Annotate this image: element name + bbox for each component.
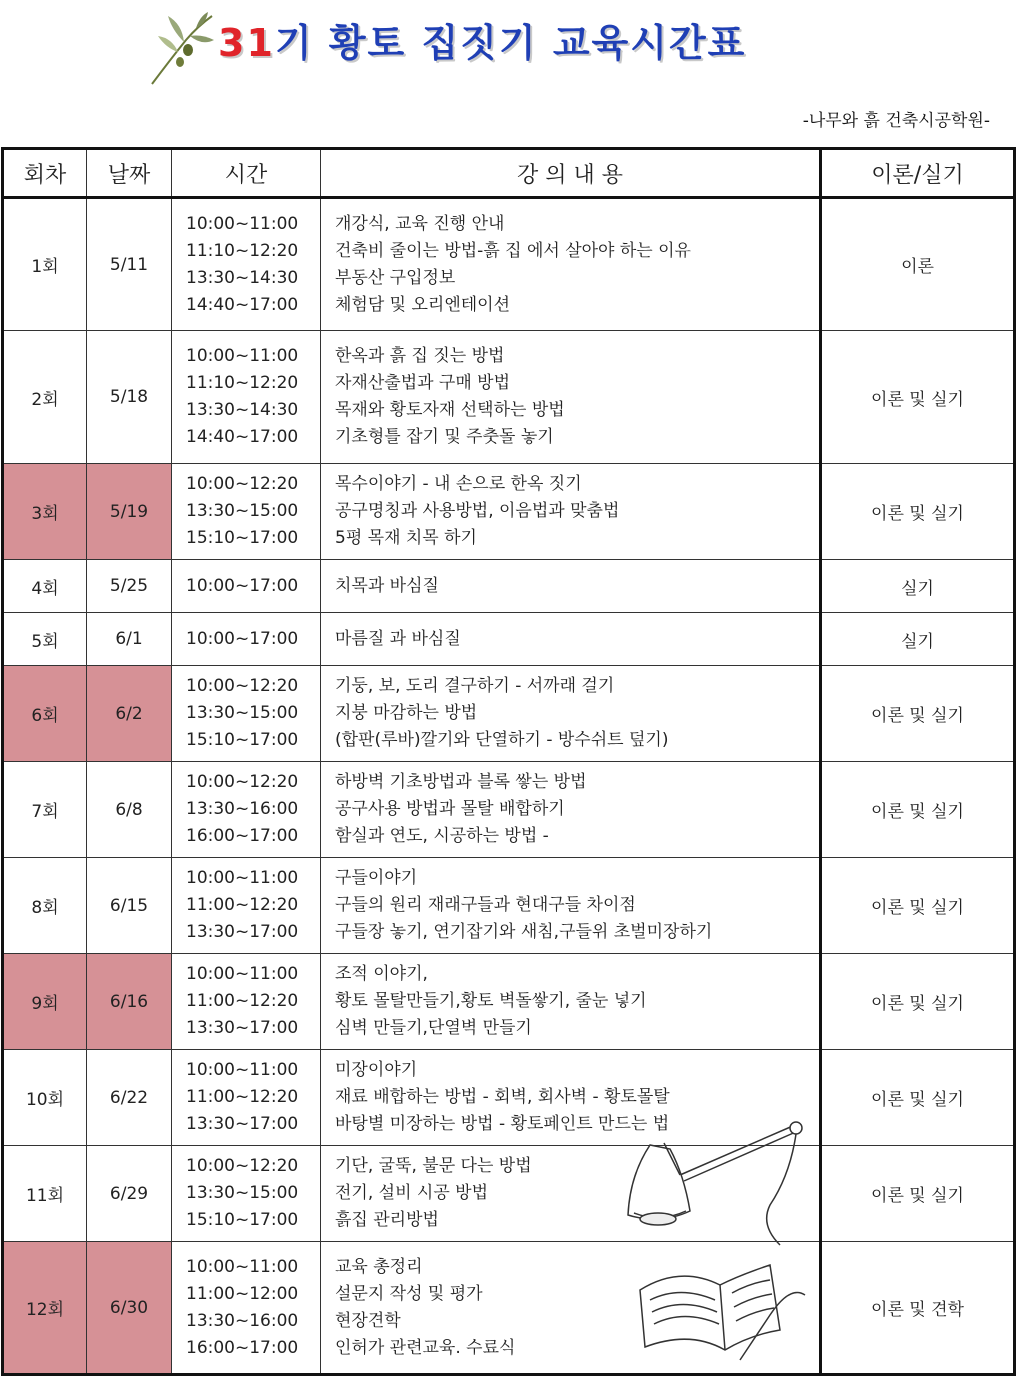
time-slot: 10:00~11:00	[186, 346, 299, 366]
time-slot: 11:00~12:20	[186, 1087, 299, 1107]
time-slot: 10:00~11:00	[186, 868, 299, 888]
date-cell: 5/11	[87, 198, 172, 331]
round-cell: 4회	[3, 560, 87, 613]
type-cell: 실기	[821, 560, 1015, 613]
lecture-item: 재료 배합하는 방법 - 회벽, 회사벽 - 황토몰탈	[335, 1087, 670, 1107]
lecture-item: 전기, 설비 시공 방법	[335, 1183, 488, 1203]
time-slot: 13:30~17:00	[186, 1018, 299, 1038]
time-cell	[172, 858, 321, 954]
round-cell: 2회	[3, 331, 87, 464]
round-cell: 6회	[3, 666, 87, 762]
type-cell: 이론 및 실기	[821, 1146, 1015, 1242]
lecture-item: 체험담 및 오리엔테이션	[335, 294, 511, 315]
table-row	[3, 1050, 1015, 1146]
lecture-item: 자재산출법과 구매 방법	[335, 373, 511, 393]
content-cell	[321, 198, 821, 331]
lecture-item: 심벽 만들기,단열벽 만들기	[335, 1018, 532, 1038]
schedule-table	[1, 147, 1016, 1376]
time-slot: 10:00~12:20	[186, 1156, 299, 1176]
table-row	[3, 858, 1015, 954]
table-row	[3, 198, 1015, 331]
lecture-item: 교육 총정리	[335, 1256, 423, 1277]
lecture-item: 목수이야기 - 내 손으로 한옥 짓기	[335, 474, 582, 494]
title-number: 31	[218, 21, 275, 65]
table-row	[3, 666, 1015, 762]
round-cell: 12회	[3, 1242, 87, 1375]
header-content: 강 의 내 용	[321, 149, 821, 198]
table-row	[3, 331, 1015, 464]
time-slot: 11:00~12:20	[186, 991, 299, 1011]
lecture-item: 건축비 줄이는 방법-흙 집 에서 살아야 하는 이유	[335, 240, 691, 261]
time-slot: 13:30~17:00	[186, 1114, 299, 1134]
table-row	[3, 954, 1015, 1050]
type-cell: 실기	[821, 613, 1015, 666]
date-cell: 6/2	[87, 666, 172, 762]
content-cell	[321, 1242, 821, 1375]
lecture-item: 치목과 바심질	[335, 575, 439, 596]
header-round: 회차	[3, 149, 87, 198]
lecture-item: 마름질 과 바심질	[335, 628, 461, 649]
type-cell: 이론	[821, 198, 1015, 331]
content-cell	[321, 464, 821, 560]
lecture-item: 설문지 작성 및 평가	[335, 1283, 483, 1304]
lecture-item: 황토 몰탈만들기,황토 벽돌쌓기, 줄눈 넣기	[335, 991, 647, 1011]
time-cell	[172, 666, 321, 762]
lecture-item: 구들이야기	[335, 868, 418, 888]
type-cell: 이론 및 견학	[821, 1242, 1015, 1375]
type-cell: 이론 및 실기	[821, 464, 1015, 560]
content-cell	[321, 858, 821, 954]
time-slot: 15:10~17:00	[186, 528, 299, 548]
lecture-item: 5평 목재 치목 하기	[335, 528, 477, 548]
table-row	[3, 1242, 1015, 1375]
table-row	[3, 560, 1015, 613]
header-time: 시간	[172, 149, 321, 198]
round-cell: 9회	[3, 954, 87, 1050]
time-cell	[172, 198, 321, 331]
time-slot: 13:30~17:00	[186, 922, 299, 942]
time-slot: 11:10~12:20	[186, 373, 299, 393]
time-cell	[172, 1242, 321, 1375]
header-date: 날짜	[87, 149, 172, 198]
header-row	[3, 149, 1015, 198]
date-cell: 5/19	[87, 464, 172, 560]
lecture-item: 개강식, 교육 진행 안내	[335, 213, 505, 234]
type-cell: 이론 및 실기	[821, 954, 1015, 1050]
date-cell: 5/25	[87, 560, 172, 613]
lecture-item: 기둥, 보, 도리 결구하기 - 서까래 걸기	[335, 676, 615, 696]
lecture-item: 하방벽 기초방법과 블록 쌓는 방법	[335, 772, 587, 792]
lecture-item: 조적 이야기,	[335, 964, 428, 984]
time-slot: 11:00~12:00	[186, 1283, 299, 1304]
lecture-item: 미장이야기	[335, 1060, 418, 1080]
title-text: 기 황토 집짓기 교육시간표	[274, 21, 747, 65]
table-row	[3, 613, 1015, 666]
lecture-item: 함실과 연도, 시공하는 방법 -	[335, 826, 549, 846]
time-slot: 10:00~17:00	[186, 575, 299, 596]
time-slot: 10:00~11:00	[186, 964, 299, 984]
time-slot: 10:00~11:00	[186, 1060, 299, 1080]
content-cell	[321, 613, 821, 666]
table-row	[3, 762, 1015, 858]
content-cell	[321, 1146, 821, 1242]
lecture-item: 공구사용 방법과 몰탈 배합하기	[335, 799, 565, 819]
time-slot: 10:00~17:00	[186, 628, 299, 649]
page-title	[218, 12, 746, 67]
time-slot: 11:00~12:20	[186, 895, 299, 915]
time-slot: 13:30~15:00	[186, 703, 299, 723]
lecture-item: 지붕 마감하는 방법	[335, 703, 478, 723]
time-slot: 13:30~15:00	[186, 501, 299, 521]
round-cell: 5회	[3, 613, 87, 666]
time-slot: 16:00~17:00	[186, 826, 299, 846]
time-slot: 13:30~15:00	[186, 1183, 299, 1203]
lecture-item: 공구명칭과 사용방법, 이음법과 맞춤법	[335, 501, 620, 521]
content-cell	[321, 1050, 821, 1146]
time-slot: 13:30~14:30	[186, 267, 299, 288]
time-slot: 10:00~11:00	[186, 1256, 299, 1277]
type-cell: 이론 및 실기	[821, 666, 1015, 762]
date-cell: 6/8	[87, 762, 172, 858]
table-row	[3, 464, 1015, 560]
type-cell: 이론 및 실기	[821, 1050, 1015, 1146]
type-cell: 이론 및 실기	[821, 331, 1015, 464]
time-cell	[172, 560, 321, 613]
content-cell	[321, 954, 821, 1050]
time-cell	[172, 464, 321, 560]
time-slot: 13:30~16:00	[186, 1310, 299, 1331]
round-cell: 1회	[3, 198, 87, 331]
lecture-item: 바탕별 미장하는 방법 - 황토페인트 만드는 법	[335, 1114, 670, 1134]
time-slot: 11:10~12:20	[186, 240, 299, 261]
time-slot: 14:40~17:00	[186, 427, 299, 447]
time-cell	[172, 1146, 321, 1242]
lecture-item: (합판(루바)깔기와 단열하기 - 방수쉬트 덮기)	[335, 730, 669, 750]
round-cell: 11회	[3, 1146, 87, 1242]
table-row	[3, 1146, 1015, 1242]
time-slot: 15:10~17:00	[186, 730, 299, 750]
date-cell: 6/22	[87, 1050, 172, 1146]
time-slot: 15:10~17:00	[186, 1210, 299, 1230]
time-cell	[172, 1050, 321, 1146]
time-cell	[172, 762, 321, 858]
time-cell	[172, 613, 321, 666]
date-cell: 6/29	[87, 1146, 172, 1242]
content-cell	[321, 331, 821, 464]
time-slot: 13:30~16:00	[186, 799, 299, 819]
round-cell: 8회	[3, 858, 87, 954]
time-slot: 16:00~17:00	[186, 1337, 299, 1358]
time-slot: 10:00~12:20	[186, 676, 299, 696]
date-cell: 6/16	[87, 954, 172, 1050]
lecture-item: 인허가 관련교육. 수료식	[335, 1337, 516, 1358]
time-slot: 10:00~12:20	[186, 772, 299, 792]
time-slot: 10:00~12:20	[186, 474, 299, 494]
time-cell	[172, 954, 321, 1050]
lecture-item: 현장견학	[335, 1310, 401, 1331]
lecture-item: 기초형틀 잡기 및 주춧돌 놓기	[335, 427, 554, 447]
content-cell	[321, 666, 821, 762]
type-cell: 이론 및 실기	[821, 762, 1015, 858]
date-cell: 6/15	[87, 858, 172, 954]
round-cell: 7회	[3, 762, 87, 858]
leaf-icon	[150, 10, 220, 86]
lecture-item: 구들의 원리 재래구들과 현대구들 차이점	[335, 895, 636, 915]
date-cell: 5/18	[87, 331, 172, 464]
lecture-item: 구들장 놓기, 연기잡기와 새침,구들위 초벌미장하기	[335, 922, 713, 942]
time-slot: 10:00~11:00	[186, 213, 299, 234]
date-cell: 6/30	[87, 1242, 172, 1375]
round-cell: 3회	[3, 464, 87, 560]
academy-name: -나무와 흙 건축시공학원-	[802, 111, 990, 131]
lecture-item: 기단, 굴뚝, 불문 다는 방법	[335, 1156, 532, 1176]
time-slot: 14:40~17:00	[186, 294, 299, 315]
header-type: 이론/실기	[821, 149, 1015, 198]
lecture-item: 목재와 황토자재 선택하는 방법	[335, 400, 565, 420]
lecture-item: 한옥과 흙 집 짓는 방법	[335, 346, 505, 366]
lecture-item: 흙집 관리방법	[335, 1210, 439, 1230]
lecture-item: 부동산 구입정보	[335, 267, 456, 288]
content-cell	[321, 560, 821, 613]
time-slot: 13:30~14:30	[186, 400, 299, 420]
date-cell: 6/1	[87, 613, 172, 666]
time-cell	[172, 331, 321, 464]
content-cell	[321, 762, 821, 858]
round-cell: 10회	[3, 1050, 87, 1146]
type-cell: 이론 및 실기	[821, 858, 1015, 954]
